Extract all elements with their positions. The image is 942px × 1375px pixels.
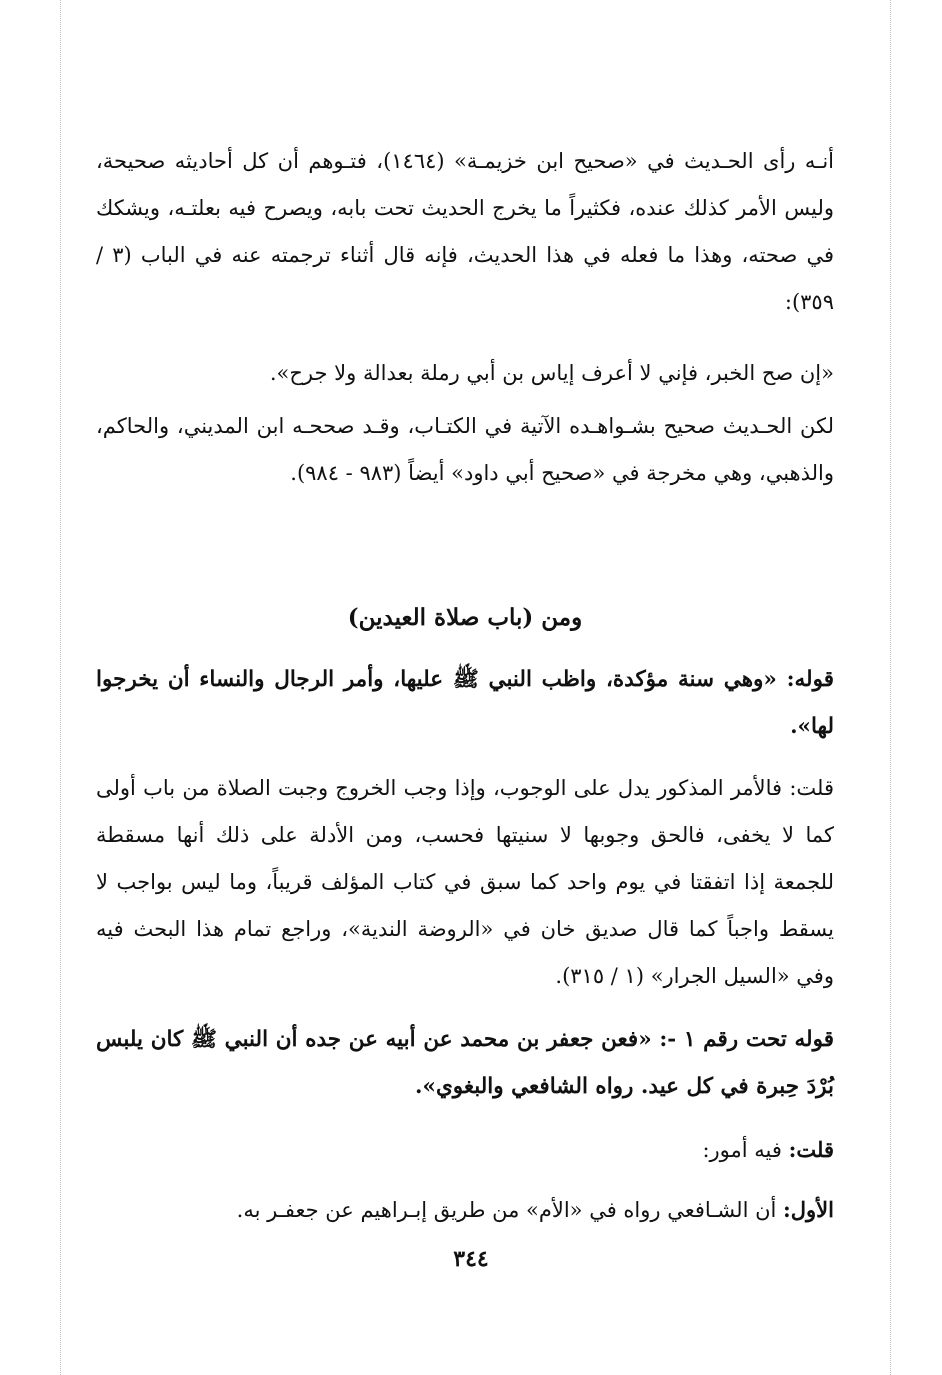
right-margin-dotted-line: [890, 0, 891, 1375]
quote-label: قوله:: [786, 667, 834, 692]
author-quote-number-one: [96, 1016, 834, 1110]
paragraph-ibn-khuzaymah: أنـه رأى الحـديث في «صحيح ابن خزيمـة» (١٤٦٤)، فتـوهم أن كل أحاديثه صحيحة، وليس الأمر كذلك عنده، فكثيراً ما يخرج الحديث تحت بابه، ويصرح فيه بعلتـه، ويشكك في صحته، وهذا ما فعله في هذا الحديث، فإنه قال أثناء ترجمته عنه في الباب (٣ / ٣٥٩):: [96, 149, 834, 314]
commentary-text: فالأمر المذكور يدل على الوجوب، وإذا وجب الخروج وجبت الصلاة من باب أولى كما لا يخفى، فالحق وجوبها لا سنيتها فحسب، ومن الأدلة على ذلك أنها مسقطة للجمعة إذا اتفقتا في يوم واحد كما سبق في كتاب المؤلف قريباً، وما ليس بواجب لا يسقط واجباً كما قال صديق خان في «الروضة الندية»، وراجع تمام هذا البحث فيه وفي «السيل الجرار» (١ / ٣١٥).: [96, 776, 834, 988]
author-quote-eid-sunnah: [96, 656, 834, 750]
commentary-first-point: [96, 1186, 834, 1234]
left-margin-dotted-line: [60, 0, 61, 1375]
quote-label: قوله تحت رقم ١ -:: [659, 1027, 834, 1052]
commentary-intro: [96, 1126, 834, 1174]
section-heading-eid-prayer: ومن (باب صلاة العيدين): [347, 604, 583, 631]
paragraph-hadith-authenticity: لكن الحـديث صحيح بشـواهـده الآتية في الكتـاب، وقـد صححـه ابن المديني، والحاكم، والذهبي، وهي مخرجة في «صحيح أبي داود» أيضاً (٩٨٣ - ٩٨٤).: [96, 414, 834, 485]
page-number: ٣٤٤: [453, 1246, 489, 1272]
commentary-text: فيه أمور:: [702, 1138, 782, 1162]
quote-text: «وهي سنة مؤكدة، واظب النبي ﷺ عليها، وأمر الرجال والنساء أن يخرجوا لها».: [96, 667, 834, 739]
commentary-label: قلت:: [789, 776, 834, 800]
point-label: الأول:: [783, 1197, 834, 1222]
point-text: أن الشـافعي رواه في «الأم» من طريق إبـراهيم عن جعفـر به.: [236, 1198, 777, 1222]
commentary-label: قلت:: [788, 1137, 834, 1162]
commentary-obligation: [96, 765, 834, 1000]
quoted-statement: «إن صح الخبر، فإني لا أعرف إياس بن أبي رملة بعدالة ولا جرح».: [269, 361, 834, 385]
quote-text: «فعن جعفر بن محمد عن أبيه عن جده أن النبي ﷺ كان يلبس بُرْدَ حِبرة في كل عيد. رواه الشافعي والبغوي».: [96, 1027, 834, 1099]
